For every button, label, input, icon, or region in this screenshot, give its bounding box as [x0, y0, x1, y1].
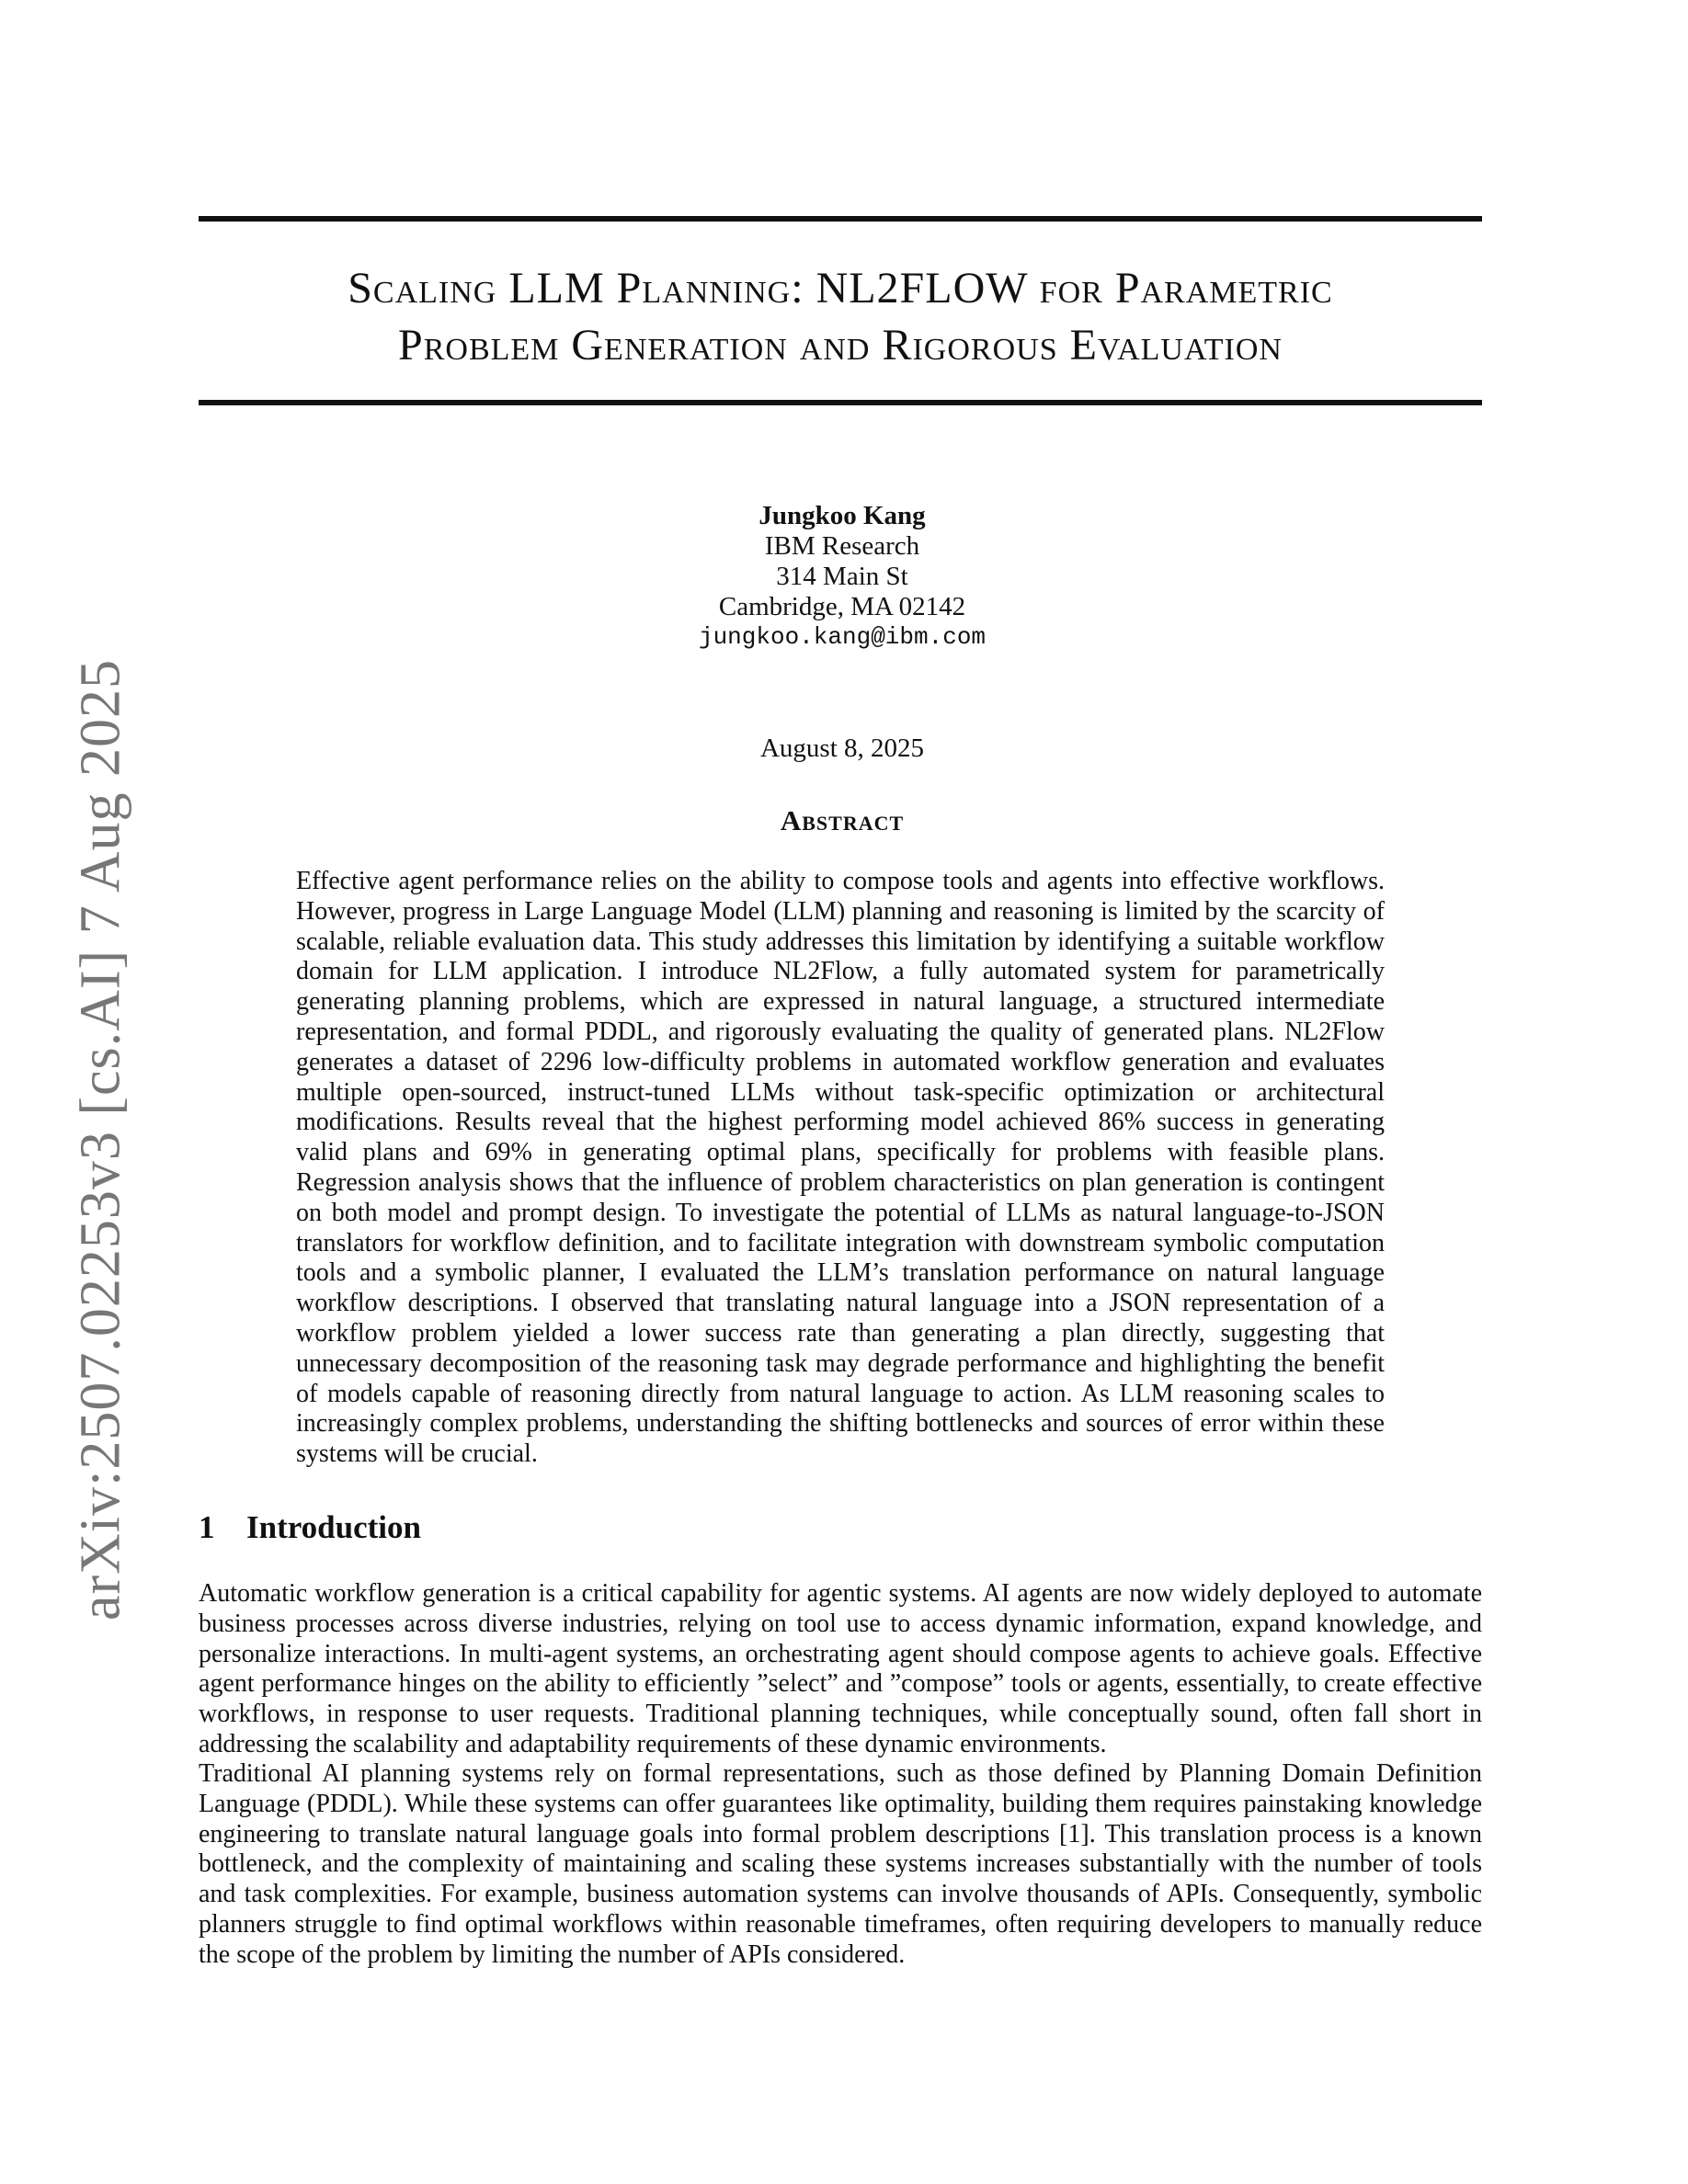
- author-name: Jungkoo Kang: [758, 501, 926, 530]
- title-line-2: Problem Generation and Rigorous Evaluation: [398, 321, 1283, 370]
- paper-title: [199, 260, 1482, 374]
- abstract-text: Effective agent performance relies on the ability to compose tools and agents into effective workflows. However, progress in Large Language Model (LLM) planning and reasoning is limited by the scarcity of scalable, reliable evaluation data. This study addresses this limitation by identifying a suitable workflow domain for LLM application. I introduce NL2Flow, a fully automated system for parametrically generating planning problems, which are expressed in natural language, a structured intermediate representation, and formal PDDL, and rigorously evaluating the quality of generated plans. NL2Flow generates a dataset of 2296 low-difficulty problems in automated workflow generation and evaluates multiple open-sourced, instruct-tuned LLMs without task-specific optimization or architectural modifications. Results reveal that the highest performing model achieved 86% success in generating valid plans and 69% in generating optimal plans, specifically for problems with feasible plans. Regression analysis shows that the influence of problem characteristics on plan generation is contingent on both model and prompt design. To investigate the potential of LLMs as natural language-to-JSON translators for workflow definition, and to facilitate integration with downstream symbolic computation tools and a symbolic planner, I evaluated the LLM’s translation performance on natural language workflow descriptions. I observed that translating natural language into a JSON representation of a workflow problem yielded a lower success rate than generating a plan directly, suggesting that unnecessary decomposition of the reasoning task may degrade performance and highlighting the benefit of models capable of reasoning directly from natural language to action. As LLM reasoning scales to increasingly complex problems, understanding the shifting bottlenecks and sources of error within these systems will be crucial.: [296, 867, 1385, 1469]
- section-number: 1: [199, 1509, 215, 1545]
- title-line-1: Scaling LLM Planning: NL2FLOW for Parametric: [348, 264, 1333, 313]
- author-street: 314 Main St: [776, 562, 908, 591]
- author-city: Cambridge, MA 02142: [718, 592, 966, 621]
- intro-paragraph-2: Traditional AI planning systems rely on formal representations, such as those defined by Planning Domain Definition Language (PDDL). While these systems can offer guarantees like optimality, building them requires painstaking knowledge engineering to translate natural language goals into formal problem descriptions [1]. This translation process is a known bottleneck, and the complexity of maintaining and scaling these systems increases substantially with the number of tools and task complexities. For example, business automation systems can involve thousands of APIs. Consequently, symbolic planners struggle to find optimal workflows within reasonable timeframes, often requiring developers to manually reduce the scope of the problem by limiting the number of APIs considered.: [199, 1759, 1482, 1969]
- author-affiliation: IBM Research: [764, 531, 920, 561]
- section-heading: [199, 1509, 421, 1546]
- author-block: [566, 501, 1118, 653]
- title-bottom-rule: [199, 400, 1482, 405]
- abstract-heading: Abstract: [780, 804, 905, 836]
- section-title: Introduction: [246, 1509, 421, 1545]
- title-top-rule: [199, 216, 1482, 222]
- intro-paragraph-1: Automatic workflow generation is a critical capability for agentic systems. AI agents are now widely deployed to automate business processes across diverse industries, relying on tool use to access dynamic information, expand knowledge, and personalize interactions. In multi-agent systems, an orchestrating agent should compose agents to achieve goals. Effective agent performance hinges on the ability to efficiently ”select” and ”compose” tools or agents, essentially, to create effective workflows, in response to user requests. Traditional planning techniques, while conceptually sound, often fall short in addressing the scalability and adaptability requirements of these dynamic environments.: [199, 1579, 1482, 1758]
- author-email[interactable]: jungkoo.kang@ibm.com: [698, 623, 987, 651]
- arxiv-identifier: arXiv:2507.02253v3 [cs.AI] 7 Aug 2025: [69, 658, 132, 1621]
- publication-date: August 8, 2025: [759, 734, 925, 763]
